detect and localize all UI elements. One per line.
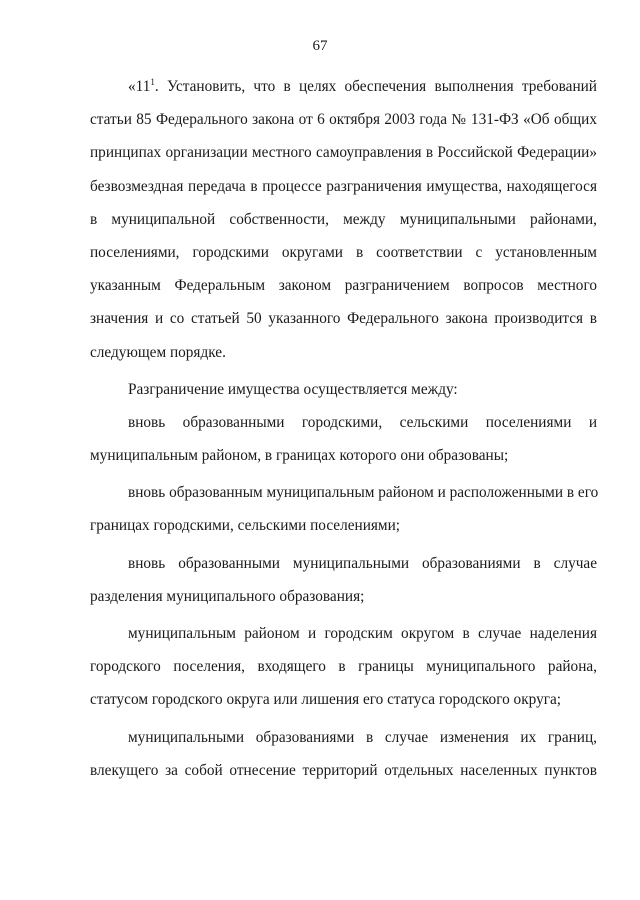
text-line: в муниципальной собственности, между муниципальными районами, bbox=[90, 210, 597, 228]
text-line: указанным Федеральным законом разграничением вопросов местного bbox=[90, 277, 597, 295]
text-line: статьи 85 Федерального закона от 6 октября 2003 года № 131-ФЗ «Об общих bbox=[90, 111, 597, 129]
paragraph-6 bbox=[90, 617, 597, 717]
text-line: Разграничение имущества осуществляется между: bbox=[128, 380, 458, 398]
text-line: значения и со статьей 50 указанного Федерального закона производится в bbox=[90, 310, 597, 328]
text-line: следующем порядке. bbox=[90, 343, 226, 361]
article-number: «11 bbox=[128, 78, 151, 95]
document-body bbox=[90, 70, 597, 787]
paragraph-3 bbox=[90, 406, 597, 472]
text-line: безвозмездная передача в процессе разграничения имущества, находящегося bbox=[90, 177, 597, 195]
text-line: вновь образованными муниципальными образованиями в случае bbox=[128, 554, 597, 572]
paragraph-2 bbox=[90, 373, 597, 406]
text-line: муниципальным районом и городским округом в случае наделения bbox=[128, 625, 597, 642]
text-line: разделения муниципального образования; bbox=[90, 587, 365, 605]
text-line: статусом городского округа или лишения его статуса городского округа; bbox=[90, 691, 562, 709]
text-line: вновь образованными городскими, сельскими поселениями и bbox=[128, 413, 597, 431]
paragraph-5 bbox=[90, 547, 597, 613]
text-line: принципах организации местного самоуправления в Российской Федерации» bbox=[90, 144, 597, 162]
text-line: границах городскими, сельскими поселениями; bbox=[90, 517, 401, 535]
text-line: поселениями, городскими округами в соответствии с установленным bbox=[90, 243, 597, 261]
paragraph-7 bbox=[90, 721, 597, 787]
text-line: муниципальными образованиями в случае изменения их границ, bbox=[128, 728, 597, 746]
text-line: «$11^1$. Установить, что в целях обеспечения выполнения требований bbox=[128, 76, 597, 95]
text-line: городского поселения, входящего в границы муниципального района, bbox=[90, 658, 597, 676]
article-superscript: 1 bbox=[150, 76, 155, 87]
page-number: 67 bbox=[312, 38, 328, 54]
text-line: вновь образованным муниципальным районом и расположенными в его bbox=[128, 484, 599, 502]
text-line: муниципальным районом, в границах которого они образованы; bbox=[90, 447, 509, 465]
text-line: влекущего за собой отнесение территорий отдельных населенных пунктов bbox=[90, 761, 597, 779]
paragraph-4 bbox=[90, 476, 597, 542]
paragraph-1 bbox=[90, 70, 597, 369]
